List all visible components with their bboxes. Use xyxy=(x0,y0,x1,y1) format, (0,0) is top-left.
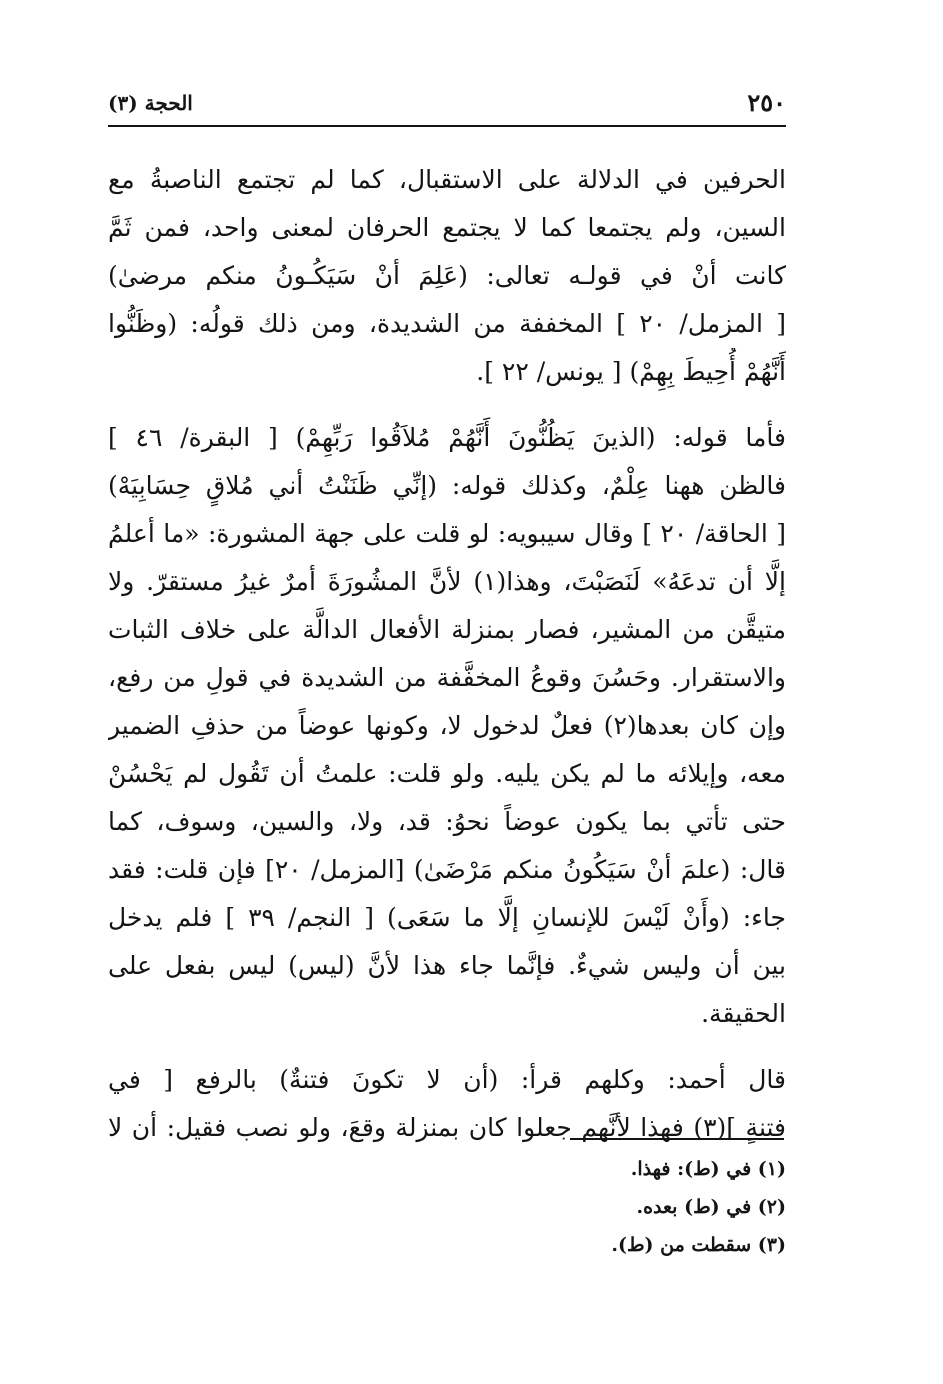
running-title: الحجة (٣) xyxy=(108,91,193,115)
text-line: [ المزمل/ ٢٠ ] المخففة من الشديدة، ومن ذلك قولُه: (وظَنُّوا xyxy=(108,309,786,338)
footnotes xyxy=(108,1150,786,1264)
page-header xyxy=(108,88,786,128)
text-line: متيقَّن من المشير، فصار بمنزلة الأفعال الدالَّة على خلاف الثبات xyxy=(108,615,786,644)
text-line: الحقيقة. xyxy=(701,999,786,1028)
text-line: قال: (علمَ أنْ سَيَكُونُ منكم مَرْضَىٰ) [المزمل/ ٢٠] فإن قلت: فقد xyxy=(108,855,786,884)
text-line: كانت أنْ في قولـه تعالى: (عَلِمَ أنْ سَيَكُـونُ منكم مرضىٰ) xyxy=(108,261,786,290)
text-line: والاستقرار. وحَسُنَ وقوعُ المخفَّفة من الشديدة في قولِ من رفع، xyxy=(108,663,786,692)
text-line: أَنَّهُمْ أُحِيطَ بِهِمْ) [ يونس/ ٢٢ ]. xyxy=(476,357,786,386)
text-line: قال أحمد: وكلهم قرأ: (أن لا تكونَ فتنةٌ) بالرفع [ في xyxy=(108,1065,786,1094)
footnote-rule xyxy=(570,1138,784,1140)
text-line: إلَّا أن تدعَهُ» لَنَصَبْتَ، وهذا(١) لأنَّ المشُورَةَ أمرٌ غيرُ مستقرّ. ولا xyxy=(108,567,786,596)
main-text xyxy=(108,156,786,1152)
text-line: [ الحاقة/ ٢٠ ] وقال سيبويه: لو قلت على جهة المشورة: «ما أعلمُ xyxy=(108,519,786,548)
text-line: فأما قوله: (الذينَ يَظُنُّونَ أَنَّهُمْ مُلاَقُوا رَبِّهِمْ) [ البقرة/ ٤٦ ] xyxy=(108,423,786,452)
text-line: وإن كان بعدها(٢) فعلٌ لدخول لا، وكونها عوضاً من حذفِ الضمير xyxy=(108,711,786,740)
text-line: بين أن وليس شيءٌ. فإنَّما جاء هذا لأنَّ (ليس) ليس بفعل على xyxy=(108,951,786,980)
paragraph-gap xyxy=(108,1038,786,1056)
footnote: (٢) في (ط) بعده. xyxy=(636,1196,786,1218)
footnote: (١) في (ط): فهذا. xyxy=(630,1158,786,1180)
paragraph-gap xyxy=(108,396,786,414)
text-line: فتنةٍ ](٣) فهذا لأنَّهم جعلوا كان بمنزلة وقعَ، ولو نصب فقيل: أن لا xyxy=(108,1113,786,1142)
header-rule xyxy=(108,125,786,127)
page-number: ٢٥٠ xyxy=(747,88,786,117)
text-line: السين، ولم يجتمعا كما لا يجتمع الحرفان لمعنى واحد، فمن ثَمَّ xyxy=(108,213,786,242)
footnote: (٣) سقطت من (ط). xyxy=(611,1234,786,1256)
text-line: معه، وإيلائه ما لم يكن يليه. ولو قلت: علمتُ أن تَقُول لم يَحْسُنْ xyxy=(108,759,786,788)
text-line: الحرفين في الدلالة على الاستقبال، كما لم تجتمع الناصبةُ مع xyxy=(108,165,786,194)
text-line: جاء: (وأَنْ لَيْسَ للإنسانِ إلَّا ما سَعَى) [ النجم/ ٣٩ ] فلم يدخل xyxy=(108,903,786,932)
text-line: فالظن ههنا عِلْمٌ، وكذلك قوله: (إنِّي ظَنَنْتُ أني مُلاقٍ حِسَابِيَهْ) xyxy=(108,471,786,500)
text-line: حتى تأتي بما يكون عوضاً نحوُ: قد، ولا، والسين، وسوف، كما xyxy=(108,807,786,836)
